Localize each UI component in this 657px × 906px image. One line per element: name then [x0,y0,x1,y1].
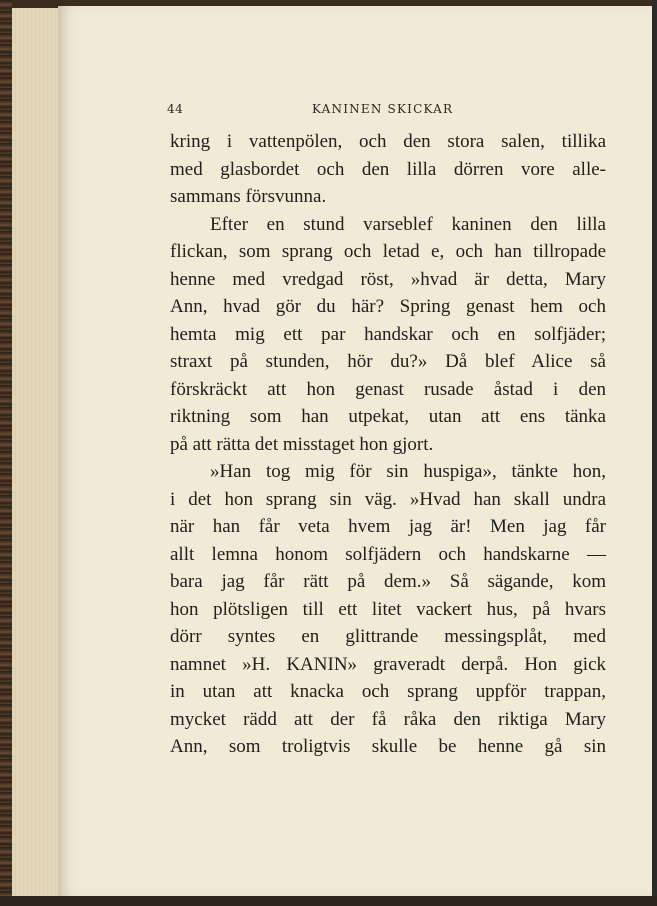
text-line: in utan att knacka och sprang uppför trappan, [170,681,606,702]
body-text [170,128,606,761]
text-line: med glasbordet och den lilla dörren vore alle- [170,158,606,180]
text-line: hemta mig ett par handskar och en solfjäder; [170,323,606,345]
text-line: mycket rädd att der få råka den riktiga Mary [170,708,606,730]
text-line: kring i vattenpölen, och den stora salen, tillika [170,131,606,152]
text-line: i det hon sprang sin väg. »Hvad han skall undra [170,488,606,510]
book-binding [0,0,12,906]
page-number: 44 [167,102,184,116]
running-head: KANINEN SKICKAR [312,102,454,116]
text-line: Efter en stund varseblef kaninen den lilla [210,213,606,235]
text-line: på att rätta det misstaget hon gjort. [170,433,434,455]
text-line: namnet »H. KANIN» graveradt derpå. Hon gick [170,653,606,675]
text-line: dörr syntes en glittrande messingsplåt, med [170,626,606,647]
page-edges [12,8,61,898]
text-line: förskräckt att hon genast rusade åstad i den [170,378,606,400]
text-line: henne med vredgad röst, »hvad är detta, Mary [170,268,606,290]
text-line: Ann, som troligtvis skulle be henne gå sin [170,736,606,757]
text-line: bara jag får rätt på dem.» Så sägande, kom [170,571,606,592]
page-right-edge [652,0,657,906]
text-line: flickan, som sprang och letad e, och han tillropade [170,241,606,262]
text-line: hon plötsligen till ett litet vackert hus, på hvars [170,598,606,620]
text-line: »Han tog mig för sin huspiga», tänkte hon, [210,461,606,482]
page-bottom-edge [0,896,657,906]
text-line: Ann, hvad gör du här? Spring genast hem och [170,296,606,317]
text-line: sammans försvunna. [170,186,327,207]
text-line: straxt på stunden, hör du?» Då blef Alice så [170,351,606,372]
text-line: när han får veta hvem jag är! Men jag får [170,516,606,537]
text-line: allt lemna honom solfjädern och handskarne — [170,543,606,565]
text-line: riktning som han utpekat, utan att ens tänka [170,406,606,427]
